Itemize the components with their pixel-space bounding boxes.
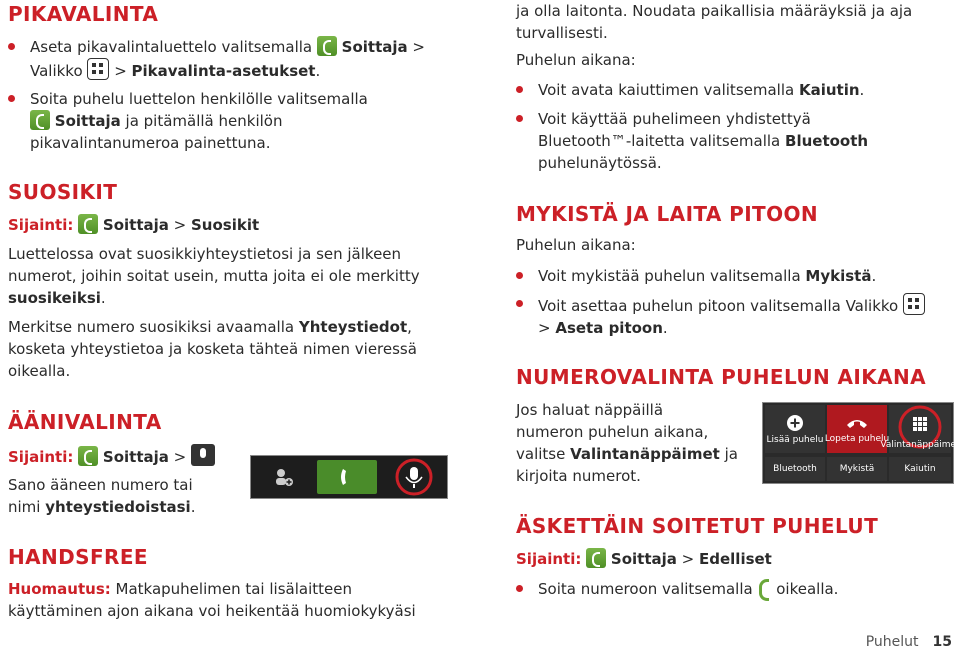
mute-button: Mykistä [827, 457, 887, 481]
dialer-icon [317, 36, 337, 56]
microphone-icon [191, 444, 215, 466]
heading-mykista: MYKISTÄ JA LAITA PITOON [516, 202, 819, 226]
end-call-button: Lopeta puhelu [827, 405, 887, 453]
list-item: Soita puhelu luettelon henkilölle valitsemalla Soittaja ja pitämällä henkilön pikavalintanumeroa painettuna. [8, 88, 448, 154]
heading-numerovalinta: NUMEROVALINTA PUHELUN AIKANA [516, 365, 927, 389]
paragraph: Sano ääneen numero tai nimi yhteystiedoistasi. [8, 476, 196, 516]
dialpad-button: Valintanäppäimet [889, 405, 951, 453]
voice-dial-bar [250, 455, 448, 499]
location-line: Sijainti: Soittaja > Suosikit [8, 216, 260, 234]
menu-icon [903, 293, 925, 315]
list-item: Voit käyttää puhelimeen yhdistettyä Bluetooth™-laitetta valitsemalla Bluetooth puhelunäytössä. [516, 108, 952, 174]
bluetooth-button: Bluetooth [765, 457, 825, 481]
hangup-icon [845, 415, 869, 431]
page-number: 15 [932, 634, 952, 650]
list-item: Voit mykistää puhelun valitsemalla Mykistä. [516, 265, 952, 287]
page-footer [866, 634, 952, 650]
paragraph: Luettelossa ovat suosikkiyhteystietosi ja sen jälkeen numerot, joihin soitat usein, mutta joita ei ole merkitty suosikeiksi. [8, 245, 420, 307]
plus-icon [786, 414, 804, 432]
paragraph: Merkitse numero suosikiksi avaamalla Yhteystiedot, kosketa yhteystietoa ja kosketa tähteä nimen vieressä oikealla. [8, 318, 417, 380]
dialer-icon [78, 446, 98, 466]
footer-section: Puhelut [865, 634, 919, 650]
speaker-button: Kaiutin [889, 457, 951, 481]
dialer-icon [586, 548, 606, 568]
paragraph: Jos haluat näppäillä numeron puhelun aikana, valitse Valintanäppäimet ja kirjoita numerot. [516, 401, 738, 485]
heading-pikavalinta: PIKAVALINTA [8, 2, 159, 26]
add-call-button: Lisää puhelu [765, 405, 825, 453]
dialer-icon [30, 110, 50, 130]
paragraph: Huomautus: Matkapuhelimen tai lisälaitteen käyttäminen ajon aikana voi heikentää huomiokykyäsi [8, 580, 416, 620]
call-button-icon [317, 460, 377, 494]
location-line: Sijainti: Soittaja > Edelliset [516, 550, 772, 568]
microphone-icon [391, 458, 437, 496]
menu-icon [87, 58, 109, 80]
dialer-icon [78, 214, 98, 234]
add-contact-icon [255, 460, 313, 494]
paragraph: ja olla laitonta. Noudata paikallisia määräyksiä ja aja turvallisesti. [516, 2, 913, 42]
list-item: Soita numeroon valitsemalla oikealla. [516, 578, 952, 600]
list-item: Aseta pikavalintaluettelo valitsemalla Soittaja > Valikko > Pikavalinta-asetukset. [8, 36, 448, 82]
heading-askettain: ÄSKETTÄIN SOITETUT PUHELUT [516, 514, 879, 538]
heading-handsfree: HANDSFREE [8, 545, 148, 569]
location-line: Sijainti: Soittaja > [8, 444, 215, 468]
paragraph: Puhelun aikana: [516, 51, 636, 69]
phone-icon [757, 578, 771, 598]
list-item: Voit avata kaiuttimen valitsemalla Kaiutin. [516, 79, 952, 101]
list-item: Voit asettaa puhelun pitoon valitsemalla Valikko > Aseta pitoon. [516, 293, 952, 339]
paragraph: Puhelun aikana: [516, 236, 636, 254]
heading-suosikit: SUOSIKIT [8, 180, 118, 204]
in-call-panel [762, 402, 960, 484]
heading-aanivalinta: ÄÄNIVALINTA [8, 410, 162, 434]
